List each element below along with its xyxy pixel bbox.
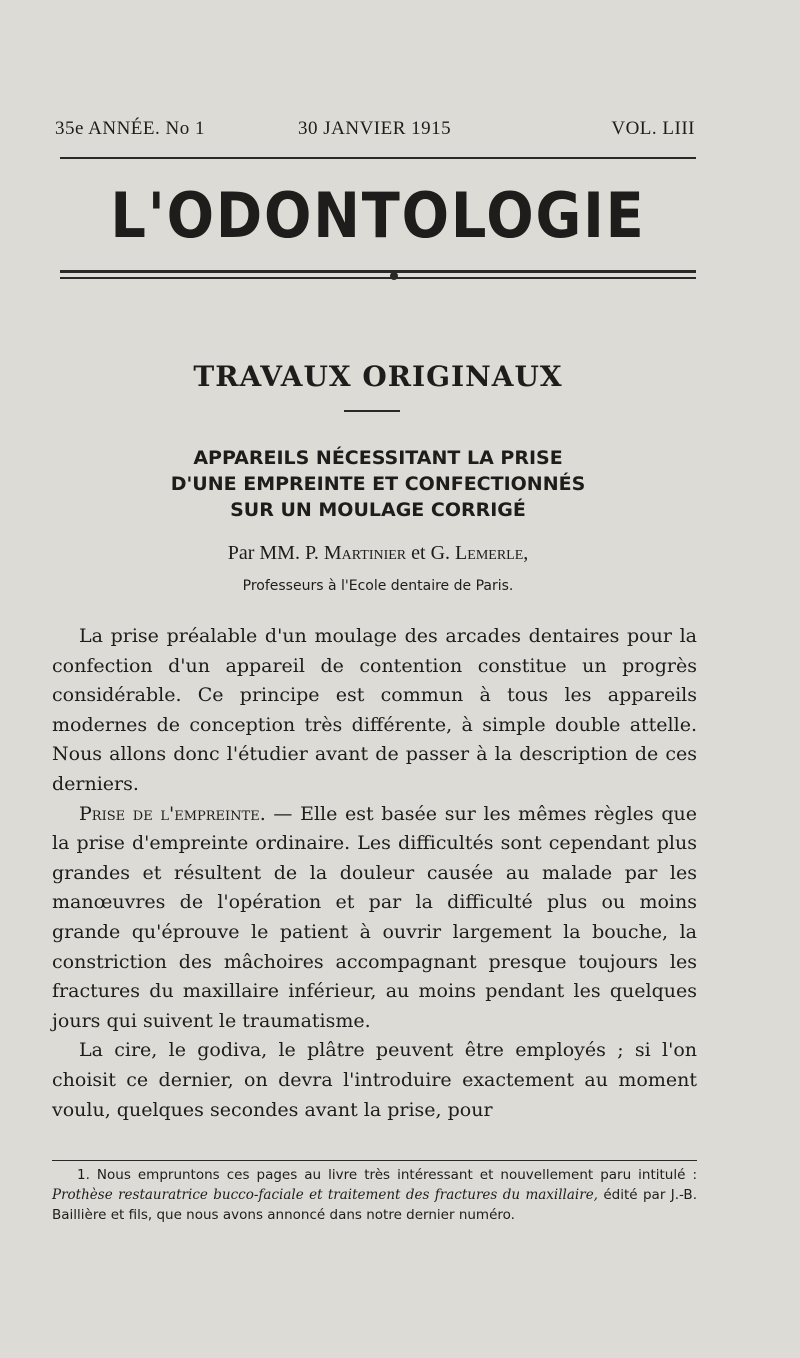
footnote: [52, 1165, 697, 1225]
section-title: TRAVAUX ORIGINAUX: [193, 360, 563, 393]
footnote-text-after: édité par J.-B. Baillière et fils, que nous avons annoncé dans notre dernier numéro.: [52, 1187, 697, 1223]
issue-date: 30 JANVIER 1915: [298, 118, 452, 139]
volume-number: VOL. LIII: [611, 118, 695, 139]
author-martinier: Martinier: [323, 542, 407, 564]
paragraph-1: La prise préalable d'un moulage des arcades dentaires pour la confection d'un appareil de contention constitue un progrès considérable. Ce principe est commun à tous les appareils modernes de conception très différente, à simple double attelle. Nous allons donc l'étudier avant de passer à la description de ces derniers.: [52, 625, 697, 795]
article-title: [60, 445, 696, 523]
paragraph-2-text: — Elle est basée sur les mêmes règles que la prise d'empreinte ordinaire. Les difficultés sont cependant plus grandes et résultent de la douleur causée au malade par les manœuvres de l'opération et par la difficulté plus ou moins grande qu'éprouve le patient à ouvrir largement la bouche, la constriction des mâchoires accompagnant presque toujours les fractures du maxillaire inférieur, au moins pendant les quelques jours qui suivent le traumatisme.: [52, 802, 697, 1032]
author-lemerle: Lemerle: [455, 542, 524, 564]
byline: [60, 542, 696, 565]
footnote-rule: [52, 1160, 697, 1161]
header-rule: [60, 157, 696, 159]
byline-suffix: ,: [523, 542, 529, 564]
running-header: [55, 118, 695, 148]
article-body: [52, 622, 697, 1125]
paragraph-2: [52, 800, 697, 1037]
footnote-book-title: Prothèse restauratrice bucco-faciale et traitement des fractures du maxillaire,: [52, 1187, 598, 1203]
issue-number: 35e ANNÉE. No 1: [55, 118, 205, 139]
paragraph-3: La cire, le godiva, le plâtre peuvent être employés ; si l'on choisit ce dernier, on devra l'introduire exactement au moment voulu, quelques secondes avant la prise, pour: [52, 1039, 697, 1121]
article-title-line: APPAREILS NÉCESSITANT LA PRISE: [193, 447, 563, 469]
article-title-line: SUR UN MOULAGE CORRIGÉ: [230, 499, 526, 521]
article-title-line: D'UNE EMPREINTE ET CONFECTIONNÉS: [170, 473, 586, 495]
title-double-rule: [60, 270, 696, 282]
byline-mid: et G.: [406, 542, 456, 564]
author-affiliation: Professeurs à l'Ecole dentaire de Paris.: [242, 578, 514, 594]
section-rule: [344, 410, 400, 412]
footnote-text-before: 1. Nous empruntons ces pages au livre très intéressant et nouvellement paru intitulé :: [77, 1167, 697, 1183]
byline-prefix: Par MM. P.: [227, 542, 324, 564]
paragraph-heading: Prise de l'empreinte.: [79, 802, 266, 825]
journal-title: L'ODONTOLOGIE: [110, 179, 646, 252]
